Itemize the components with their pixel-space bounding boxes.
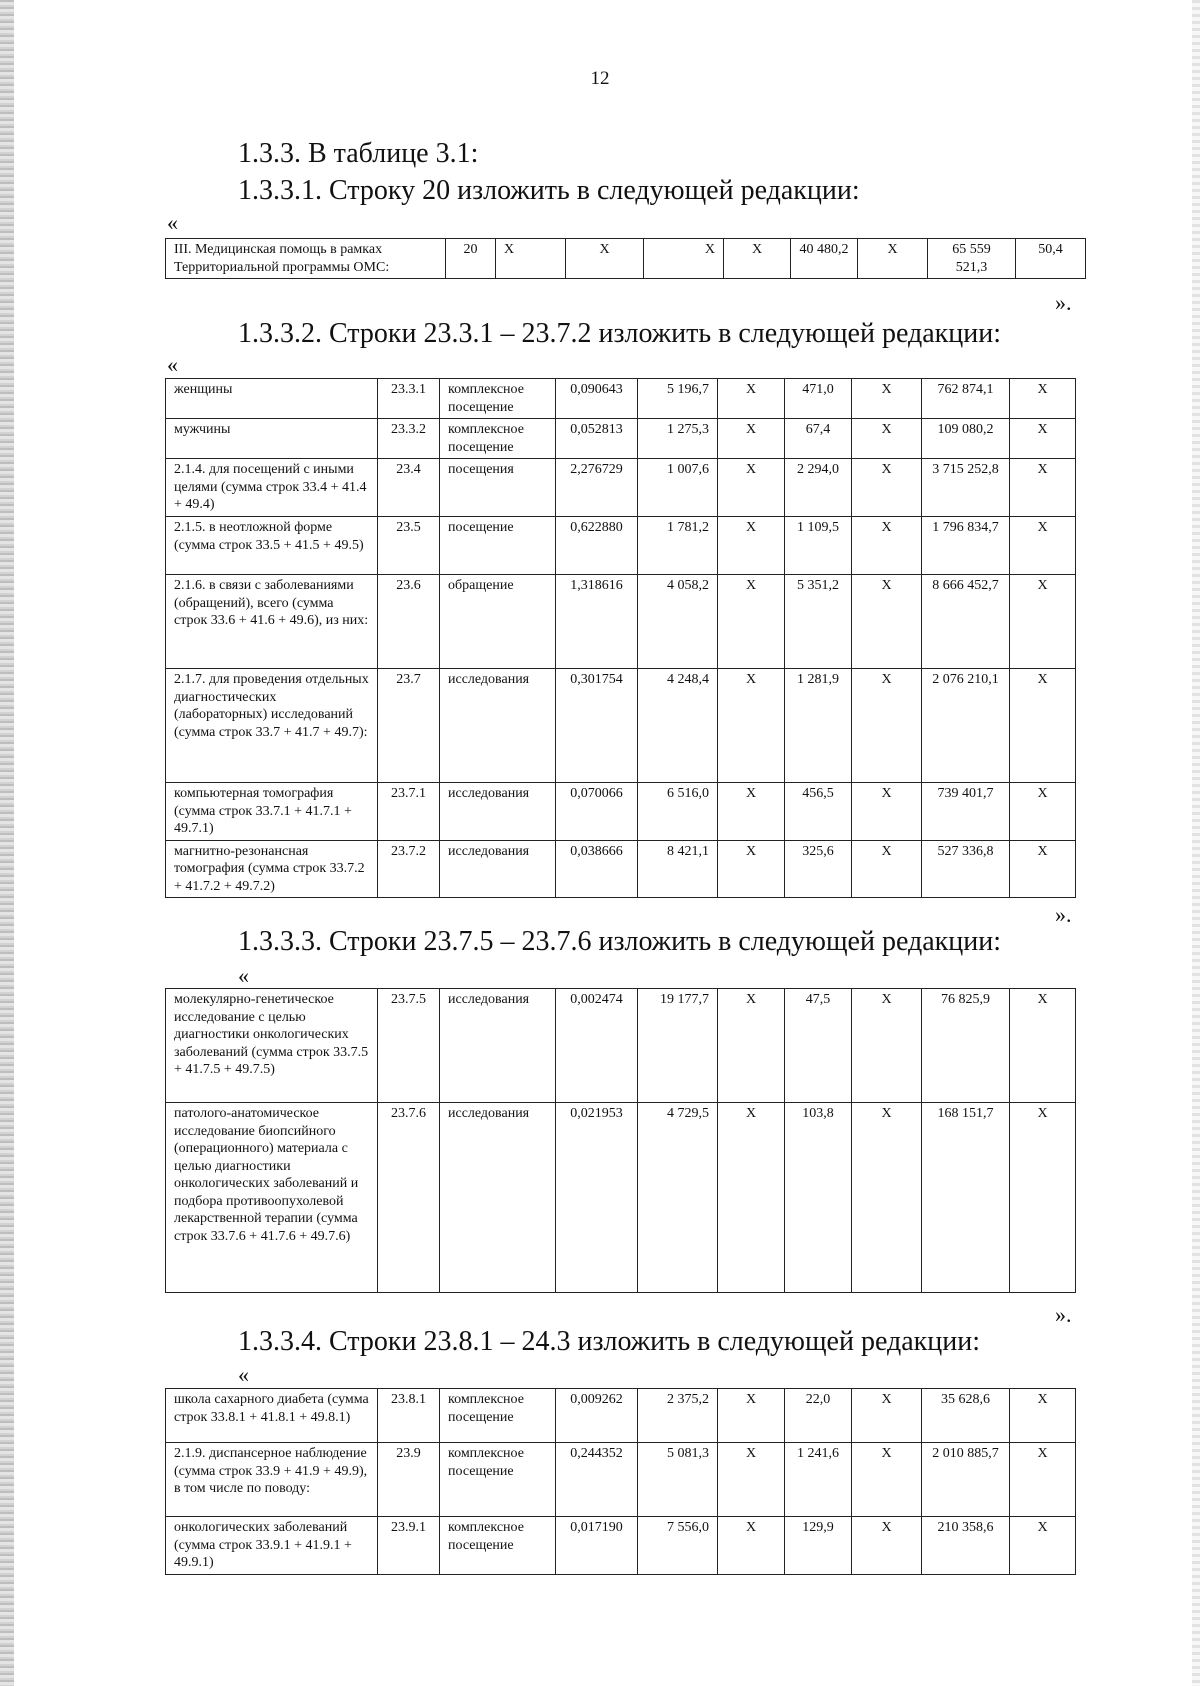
cell-norm-cost: 5 196,7 [638,379,718,419]
cell-norm-cost: 5 081,3 [638,1443,718,1517]
cell-col-x1: X [718,1443,785,1517]
cell-row-number: 20 [446,239,496,279]
cell-norm-cost: 19 177,7 [638,989,718,1103]
cell-col-x1: X [718,783,785,841]
cell-row-number: 23.9.1 [378,1517,440,1575]
cell-row-name: 2.1.7. для проведения отдельных диагностических (лабораторных) исследований (сумма строк 33.7 + 41.7 + 49.7): [166,669,378,783]
cell-col-last: X [1010,1389,1076,1443]
cell-per-capita: 1 241,6 [785,1443,852,1517]
cell-row-number: 23.6 [378,575,440,669]
cell-col-x2: X [852,669,922,783]
cell-unit: посещение [440,517,556,575]
cell-amount: 2 010 885,7 [922,1443,1010,1517]
cell-per-capita: 40 480,2 [791,239,858,279]
cell-unit: комплексное посещение [440,379,556,419]
cell-norm-volume: 0,038666 [556,840,638,898]
cell-norm-volume: 0,070066 [556,783,638,841]
cell-row-number: 23.9 [378,1443,440,1517]
cell-col-last: X [1010,379,1076,419]
cell-col-x2: X [858,239,928,279]
cell-col-x2: X [852,575,922,669]
cell-col-last: X [1010,783,1076,841]
cell-amount: 762 874,1 [922,379,1010,419]
cell-row-number: 23.8.1 [378,1389,440,1443]
cell-row-name: онкологических заболеваний (сумма строк 33.9.1 + 41.9.1 + 49.9.1) [166,1517,378,1575]
cell-norm-cost: 4 058,2 [638,575,718,669]
cell-row-number: 23.7.2 [378,840,440,898]
cell-row-name: молекулярно-генетическое исследование с целью диагностики онкологических заболеваний (сумма строк 33.7.5 + 41.7.5 + 49.7.5) [166,989,378,1103]
cell-unit: исследования [440,1103,556,1293]
cell-col-last: X [1010,575,1076,669]
cell-row-name: мужчины [166,419,378,459]
cell-row-name: 2.1.9. диспансерное наблюдение (сумма строк 33.9 + 41.9 + 49.9), в том числе по поводу: [166,1443,378,1517]
cell-col-x1: X [724,239,791,279]
table-row [166,459,1076,517]
cell-row-name: 2.1.5. в неотложной форме (сумма строк 33.5 + 41.5 + 49.5) [166,517,378,575]
cell-norm-volume: 0,301754 [556,669,638,783]
cell-row-number: 23.3.1 [378,379,440,419]
cell-col-x1: X [718,1389,785,1443]
close-quote-2: ». [1055,902,1072,927]
cell-norm-cost: 4 729,5 [638,1103,718,1293]
scan-edge-right [1192,0,1200,1686]
cell-col-x1: X [718,419,785,459]
cell-row-number: 23.5 [378,517,440,575]
table-row-20 [165,238,1086,279]
cell-col-x2: X [852,1443,922,1517]
open-quote-1: « [167,210,178,235]
cell-col-x1: X [718,1103,785,1293]
cell-per-capita: 2 294,0 [785,459,852,517]
table-row [166,1389,1076,1443]
cell-col-x2: X [852,517,922,575]
page-number: 12 [590,68,610,89]
cell-col-x1: X [718,517,785,575]
cell-row-name: магнитно-резонансная томография (сумма строк 33.7.2 + 41.7.2 + 49.7.2) [166,840,378,898]
cell-col-last: X [1010,669,1076,783]
cell-col-x2: X [852,379,922,419]
cell-row-number: 23.3.2 [378,419,440,459]
cell-unit: комплексное посещение [440,1443,556,1517]
open-quote-3: « [238,963,249,988]
cell-row-name: 2.1.4. для посещений с иными целями (сумма строк 33.4 + 41.4 + 49.4) [166,459,378,517]
cell-norm-volume: 0,021953 [556,1103,638,1293]
cell-amount: 76 825,9 [922,989,1010,1103]
cell-col-x2: X [852,459,922,517]
cell-col-last: X [1010,989,1076,1103]
cell-amount: 109 080,2 [922,419,1010,459]
cell-norm-volume: 0,017190 [556,1517,638,1575]
cell-norm-cost: X [644,239,724,279]
open-quote-2: « [167,352,178,377]
cell-unit: обращение [440,575,556,669]
cell-norm-cost: 6 516,0 [638,783,718,841]
cell-col-x2: X [852,783,922,841]
cell-unit: исследования [440,783,556,841]
heading-1-3-3-3: 1.3.3.3. Строки 23.7.5 – 23.7.6 изложить в следующей редакции: [238,926,1002,957]
table-rows-23-7-5-to-23-7-6 [165,988,1076,1293]
cell-row-name: патолого-анатомическое исследование биопсийного (операционного) материала с целью диагностики онкологических заболеваний и подбора противоопухолевой лекарственной терапии (сумма строк 33.7.6 + 41.7.6 + 49.7.6) [166,1103,378,1293]
cell-amount: 8 666 452,7 [922,575,1010,669]
table-row [166,517,1076,575]
cell-norm-cost: 1 781,2 [638,517,718,575]
cell-col-x1: X [718,669,785,783]
cell-norm-volume: 0,052813 [556,419,638,459]
table-row [166,840,1076,898]
cell-unit: исследования [440,669,556,783]
cell-per-capita: 1 109,5 [785,517,852,575]
table-row [166,1443,1076,1517]
cell-amount: 168 151,7 [922,1103,1010,1293]
cell-norm-cost: 1 007,6 [638,459,718,517]
cell-norm-volume: 1,318616 [556,575,638,669]
cell-unit: комплексное посещение [440,419,556,459]
table-rows-23-8-1-to-24-3 [165,1388,1076,1575]
cell-per-capita: 67,4 [785,419,852,459]
cell-col-x2: X [852,840,922,898]
cell-amount: 210 358,6 [922,1517,1010,1575]
table-row [166,1103,1076,1293]
cell-per-capita: 22,0 [785,1389,852,1443]
cell-col-x1: X [718,379,785,419]
cell-amount: 1 796 834,7 [922,517,1010,575]
cell-unit: комплексное посещение [440,1517,556,1575]
cell-row-number: 23.7.1 [378,783,440,841]
table-row [166,1517,1076,1575]
cell-unit: X [496,239,566,279]
heading-1-3-3-1: 1.3.3.1. Строку 20 изложить в следующей редакции: [238,175,860,206]
cell-norm-volume: 2,276729 [556,459,638,517]
table-row [166,419,1076,459]
cell-col-x2: X [852,1389,922,1443]
cell-unit: посещения [440,459,556,517]
cell-per-capita: 456,5 [785,783,852,841]
cell-col-x2: X [852,1103,922,1293]
table-row [166,783,1076,841]
cell-col-x2: X [852,419,922,459]
table-rows-23-3-1-to-23-7-2 [165,378,1076,898]
cell-norm-cost: 2 375,2 [638,1389,718,1443]
heading-1-3-3-2: 1.3.3.2. Строки 23.3.1 – 23.7.2 изложить в следующей редакции: [238,318,1002,349]
cell-col-x2: X [852,989,922,1103]
cell-per-capita: 47,5 [785,989,852,1103]
cell-row-number: 23.4 [378,459,440,517]
cell-amount: 35 628,6 [922,1389,1010,1443]
cell-row-number: 23.7.5 [378,989,440,1103]
cell-row-number: 23.7 [378,669,440,783]
cell-row-name: 2.1.6. в связи с заболеваниями (обращений), всего (сумма строк 33.6 + 41.6 + 49.6), из них: [166,575,378,669]
cell-col-last: X [1010,517,1076,575]
cell-amount: 2 076 210,1 [922,669,1010,783]
cell-amount: 527 336,8 [922,840,1010,898]
cell-norm-cost: 1 275,3 [638,419,718,459]
cell-col-last: X [1010,459,1076,517]
cell-per-capita: 5 351,2 [785,575,852,669]
heading-1-3-3-4: 1.3.3.4. Строки 23.8.1 – 24.3 изложить в следующей редакции: [238,1326,981,1357]
table-row [166,239,1086,279]
cell-col-last: X [1010,840,1076,898]
cell-row-name: школа сахарного диабета (сумма строк 33.8.1 + 41.8.1 + 49.8.1) [166,1389,378,1443]
cell-norm-volume: 0,090643 [556,379,638,419]
cell-unit: исследования [440,989,556,1103]
close-quote-3: ». [1055,1302,1072,1327]
cell-amount: 3 715 252,8 [922,459,1010,517]
cell-unit: исследования [440,840,556,898]
open-quote-4: « [238,1362,249,1387]
cell-norm-volume: 0,009262 [556,1389,638,1443]
cell-col-last: X [1010,419,1076,459]
cell-col-x1: X [718,989,785,1103]
cell-norm-volume: 0,002474 [556,989,638,1103]
cell-norm-cost: 7 556,0 [638,1517,718,1575]
cell-norm-volume: 0,244352 [556,1443,638,1517]
cell-col-x1: X [718,1517,785,1575]
table-row [166,575,1076,669]
cell-amount: 65 559 521,3 [928,239,1016,279]
cell-col-x1: X [718,840,785,898]
cell-col-x1: X [718,459,785,517]
cell-norm-volume: X [566,239,644,279]
cell-col-x2: X [852,1517,922,1575]
heading-1-3-3: 1.3.3. В таблице 3.1: [238,138,479,169]
cell-row-name: компьютерная томография (сумма строк 33.7.1 + 41.7.1 + 49.7.1) [166,783,378,841]
cell-per-capita: 325,6 [785,840,852,898]
table-row [166,669,1076,783]
cell-per-capita: 1 281,9 [785,669,852,783]
cell-col-x1: X [718,575,785,669]
scan-edge-left [0,0,14,1686]
cell-row-name: III. Медицинская помощь в рамках Территориальной программы ОМС: [166,239,446,279]
cell-col-last: X [1010,1103,1076,1293]
cell-row-name: женщины [166,379,378,419]
cell-per-capita: 129,9 [785,1517,852,1575]
cell-row-number: 23.7.6 [378,1103,440,1293]
cell-col-last: 50,4 [1016,239,1086,279]
cell-unit: комплексное посещение [440,1389,556,1443]
cell-norm-cost: 8 421,1 [638,840,718,898]
cell-col-last: X [1010,1443,1076,1517]
cell-col-last: X [1010,1517,1076,1575]
close-quote-1: ». [1055,290,1072,315]
cell-amount: 739 401,7 [922,783,1010,841]
table-row [166,989,1076,1103]
cell-norm-cost: 4 248,4 [638,669,718,783]
cell-per-capita: 103,8 [785,1103,852,1293]
cell-per-capita: 471,0 [785,379,852,419]
cell-norm-volume: 0,622880 [556,517,638,575]
table-row [166,379,1076,419]
